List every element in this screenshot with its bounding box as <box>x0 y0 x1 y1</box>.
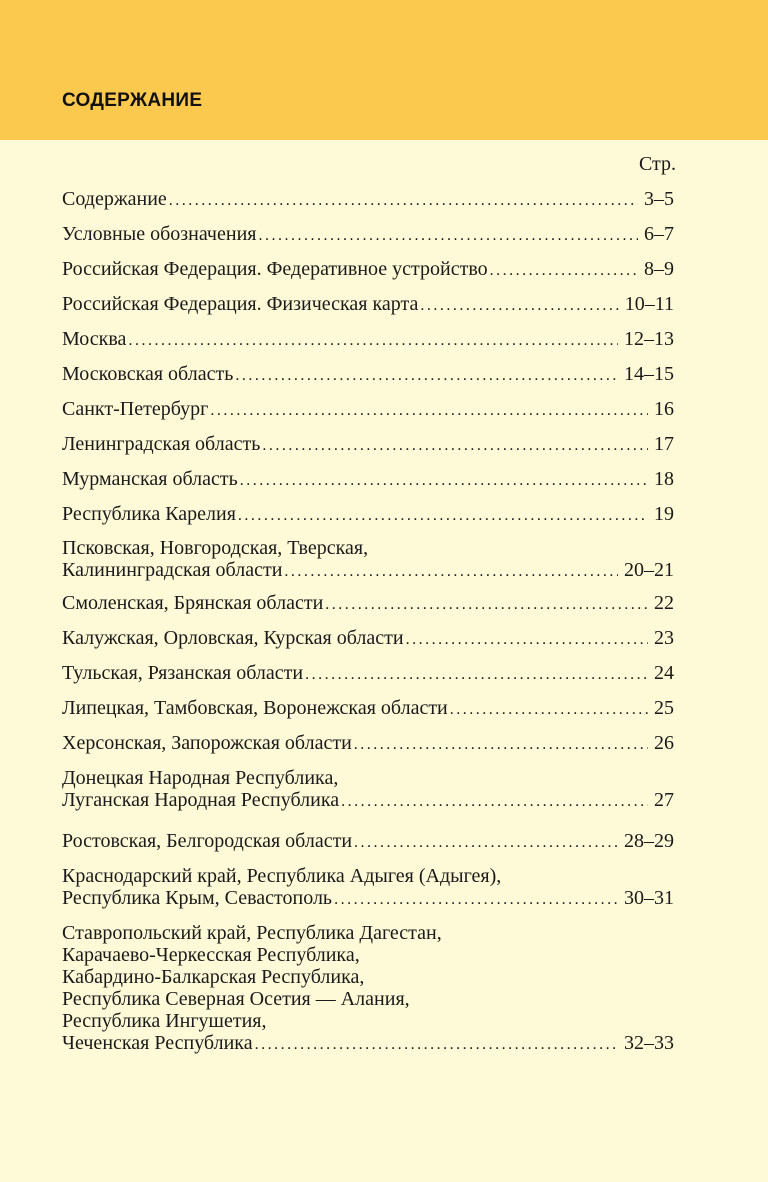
toc-page-number: 8–9 <box>644 258 674 280</box>
dot-leader <box>238 505 648 527</box>
toc-entry[interactable] <box>62 627 674 651</box>
toc-page-number: 22 <box>654 592 674 614</box>
toc-page-number: 24 <box>654 662 674 684</box>
dot-leader <box>169 190 638 212</box>
dot-leader <box>406 629 648 651</box>
toc-entry[interactable] <box>62 188 674 212</box>
toc-page-number: 20–21 <box>624 559 674 581</box>
toc-entry-title: Москва <box>62 328 127 350</box>
toc-entry[interactable] <box>62 363 674 387</box>
toc-page-number: 26 <box>654 732 674 754</box>
toc-entry[interactable] <box>62 767 674 813</box>
toc-entry-title: Московская область <box>62 363 234 385</box>
toc-entry[interactable] <box>62 293 674 317</box>
dot-leader <box>354 832 618 854</box>
dot-leader <box>240 470 648 492</box>
toc-page-number: 28–29 <box>624 830 674 852</box>
toc-entry-title: Тульская, Рязанская области <box>62 662 304 684</box>
toc-page-number: 25 <box>654 697 674 719</box>
dot-leader <box>325 594 648 616</box>
toc-entry[interactable] <box>62 468 674 492</box>
toc-entry-title: Республика Крым, Севастополь <box>62 887 333 909</box>
dot-leader <box>490 260 638 282</box>
toc-page-number: 10–11 <box>624 293 674 315</box>
toc-page-number: 6–7 <box>644 223 674 245</box>
toc-entry-line: Краснодарский край, Республика Адыгея (Адыгея), <box>62 865 502 887</box>
toc-entry[interactable] <box>62 732 674 756</box>
toc-entry[interactable] <box>62 865 674 911</box>
toc-entry[interactable] <box>62 258 674 282</box>
dot-leader <box>235 365 618 387</box>
toc-entry[interactable] <box>62 662 674 686</box>
toc-entry-line: Донецкая Народная Республика, <box>62 767 339 789</box>
dot-leader <box>354 734 648 756</box>
toc-page-number: 3–5 <box>644 188 674 210</box>
toc-entry[interactable] <box>62 503 674 527</box>
toc-page-number: 30–31 <box>624 887 674 909</box>
dot-leader <box>284 561 618 583</box>
toc-entry-title: Российская Федерация. Физическая карта <box>62 293 419 315</box>
toc-entry-title: Ростовская, Белгородская области <box>62 830 353 852</box>
toc-entry[interactable] <box>62 433 674 457</box>
toc-entry-title: Содержание <box>62 188 167 210</box>
dot-leader <box>305 664 648 686</box>
dot-leader <box>258 225 638 247</box>
toc-entry-line: Республика Ингушетия, <box>62 1010 267 1032</box>
toc-entry-line: Карачаево-Черкесская Республика, <box>62 944 360 966</box>
toc-entry-title: Херсонская, Запорожская области <box>62 732 352 754</box>
dot-leader <box>334 889 618 911</box>
toc-entry-title: Российская Федерация. Федеративное устройство <box>62 258 488 280</box>
toc-entry-title: Чеченская Республика <box>62 1032 253 1054</box>
toc-page-number: 23 <box>654 627 674 649</box>
dot-leader <box>128 330 618 352</box>
page-title: СОДЕРЖАНИЕ <box>62 90 203 111</box>
toc-page-number: 27 <box>654 789 674 811</box>
toc-entry-title: Калининградская области <box>62 559 283 581</box>
toc-entry-title: Мурманская область <box>62 468 238 490</box>
toc-page-number: 12–13 <box>624 328 674 350</box>
toc-entry-line: Ставропольский край, Республика Дагестан, <box>62 922 442 944</box>
dot-leader <box>341 791 648 813</box>
toc-page-number: 18 <box>654 468 674 490</box>
toc-entry-title: Смоленская, Брянская области <box>62 592 324 614</box>
toc-entry[interactable] <box>62 592 674 616</box>
toc-page-number: 19 <box>654 503 674 525</box>
toc-entry-line: Республика Северная Осетия — Алания, <box>62 988 410 1010</box>
toc-entry[interactable] <box>62 223 674 247</box>
dot-leader <box>420 295 618 317</box>
toc-entry[interactable] <box>62 922 674 1056</box>
toc-page-number: 17 <box>654 433 674 455</box>
toc-page-number: 32–33 <box>624 1032 674 1054</box>
dot-leader <box>262 435 648 457</box>
toc-entry-title: Липецкая, Тамбовская, Воронежская области <box>62 697 448 719</box>
dot-leader <box>255 1034 618 1056</box>
toc-entry[interactable] <box>62 537 674 583</box>
toc-entry[interactable] <box>62 328 674 352</box>
dot-leader <box>210 400 648 422</box>
toc-entry-line: Кабардино-Балкарская Республика, <box>62 966 365 988</box>
toc-entry-title: Республика Карелия <box>62 503 236 525</box>
dot-leader <box>450 699 648 721</box>
toc-entry-title: Условные обозначения <box>62 223 257 245</box>
toc-entry-title: Луганская Народная Республика <box>62 789 340 811</box>
toc-entry-title: Санкт-Петербург <box>62 398 209 420</box>
toc-entry[interactable] <box>62 398 674 422</box>
toc-page-number: 16 <box>654 398 674 420</box>
page-column-label: Стр. <box>638 153 676 175</box>
toc-entry[interactable] <box>62 830 674 854</box>
toc-entry[interactable] <box>62 697 674 721</box>
toc-entry-line: Псковская, Новгородская, Тверская, <box>62 537 369 559</box>
toc-entry-title: Калужская, Орловская, Курская области <box>62 627 404 649</box>
toc-page-number: 14–15 <box>624 363 674 385</box>
toc-entry-title: Ленинградская область <box>62 433 261 455</box>
